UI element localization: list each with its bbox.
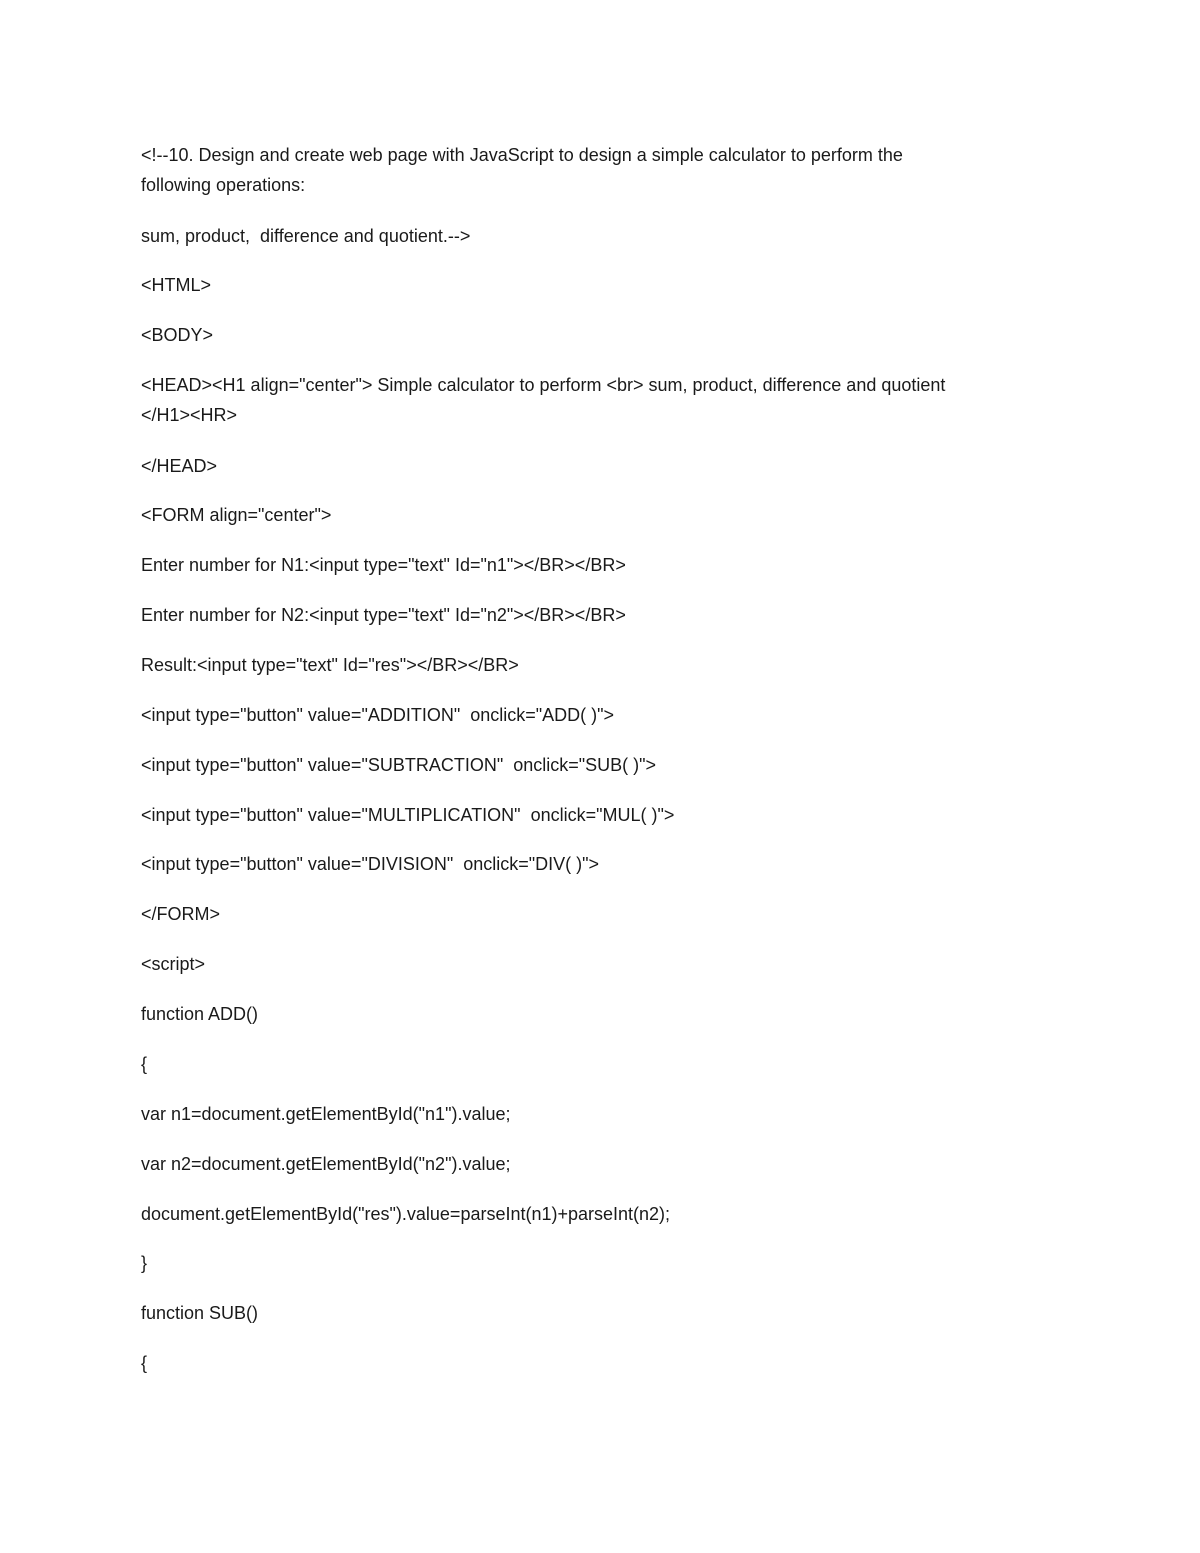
brace-open-line-1: { — [141, 1054, 148, 1074]
res-assign-line: document.getElementById("res").value=parseInt(n1)+parseInt(n2); — [141, 1204, 671, 1224]
form-close-line: </FORM> — [141, 904, 221, 924]
comment-line-3: sum, product, difference and quotient.--> — [141, 226, 471, 246]
html-open-line: <HTML> — [141, 275, 212, 295]
script-open-line: <script> — [141, 954, 206, 974]
brace-close-line: } — [141, 1253, 148, 1273]
function-add-line: function ADD() — [141, 1004, 259, 1024]
multiplication-button-line: <input type="button" value="MULTIPLICATION" onclick="MUL( )"> — [141, 805, 675, 825]
head-close-line: </HEAD> — [141, 456, 218, 476]
addition-button-line: <input type="button" value="ADDITION" onclick="ADD( )"> — [141, 705, 615, 725]
subtraction-button-line: <input type="button" value="SUBTRACTION" onclick="SUB( )"> — [141, 755, 657, 775]
comment-line-2: following operations: — [141, 175, 306, 195]
division-button-line: <input type="button" value="DIVISION" onclick="DIV( )"> — [141, 854, 600, 874]
brace-open-line-2: { — [141, 1353, 148, 1373]
n1-input-line: Enter number for N1:<input type="text" Id="n1"></BR></BR> — [141, 555, 626, 575]
form-open-line: <FORM align="center"> — [141, 505, 332, 525]
head-h1-line: <HEAD><H1 align="center"> Simple calculator to perform <br> sum, product, difference and quotient — [141, 375, 946, 395]
var-n1-line: var n1=document.getElementById("n1").value; — [141, 1104, 511, 1124]
var-n2-line: var n2=document.getElementById("n2").value; — [141, 1154, 511, 1174]
comment-line-1: <!--10. Design and create web page with JavaScript to design a simple calculator to perform the — [141, 145, 903, 165]
n2-input-line: Enter number for N2:<input type="text" Id="n2"></BR></BR> — [141, 605, 626, 625]
body-open-line: <BODY> — [141, 325, 214, 345]
result-input-line: Result:<input type="text" Id="res"></BR></BR> — [141, 655, 519, 675]
h1-close-line: </H1><HR> — [141, 405, 238, 425]
function-sub-line: function SUB() — [141, 1303, 259, 1323]
